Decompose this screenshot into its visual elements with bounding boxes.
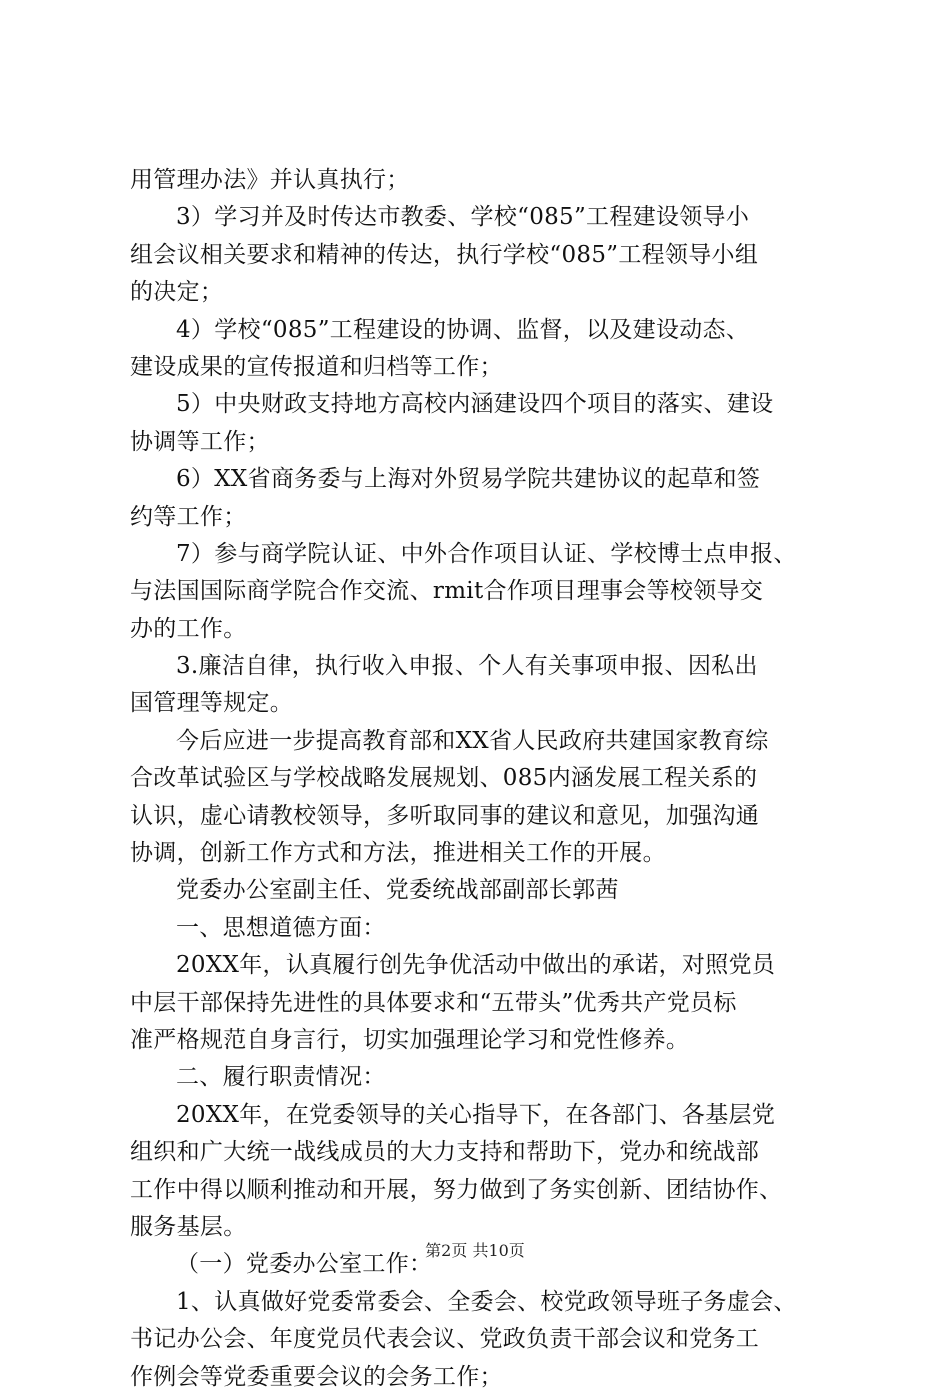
text-line: 国管理等规定。	[130, 690, 294, 717]
text-line: 组会议相关要求和精神的传达，执行学校“085”工程领导小组	[130, 241, 759, 268]
text-line: 20XX年，在党委领导的关心指导下，在各部门、各基层党	[176, 1101, 776, 1128]
text-line: 认识，虚心请教校领导，多听取同事的建议和意见，加强沟通	[130, 802, 760, 829]
text-line: 建设成果的宣传报道和归档等工作；	[130, 353, 503, 380]
text-line: 3）学习并及时传达市教委、学校“085”工程建设领导小	[176, 204, 750, 231]
text-line: 作例会等党委重要会议的会务工作；	[130, 1363, 503, 1390]
text-line: 一、思想道德方面：	[176, 914, 386, 941]
text-line: 约等工作；	[130, 503, 247, 530]
text-line: 组织和广大统一战线成员的大力支持和帮助下，党办和统战部	[130, 1139, 760, 1166]
text-line: 党委办公室副主任、党委统战部副部长郭茜	[176, 877, 619, 904]
text-line: 1、认真做好党委常委会、全委会、校党政领导班子务虚会、	[176, 1288, 797, 1315]
text-line: 今后应进一步提高教育部和XX省人民政府共建国家教育综	[176, 727, 769, 754]
text-line: 用管理办法》并认真执行；	[130, 167, 410, 193]
text-line: 协调等工作；	[130, 428, 270, 455]
text-line: （一）党委办公室工作：	[176, 1251, 433, 1278]
text-line: 5）中央财政支持地方高校内涵建设四个项目的落实、建设	[176, 391, 774, 418]
document-body	[130, 162, 830, 1396]
text-line: 准严格规范自身言行，切实加强理论学习和党性修养。	[130, 1026, 690, 1053]
text-line: 办的工作。	[130, 615, 247, 642]
text-line: 合改革试验区与学校战略发展规划、085内涵发展工程关系的	[130, 765, 758, 792]
text-line: 协调，创新工作方式和方法，推进相关工作的开展。	[130, 840, 666, 867]
text-line: 与法国国际商学院合作交流、rmit合作项目理事会等校领导交	[130, 578, 764, 605]
text-line: 工作中得以顺利推动和开展，努力做到了务实创新、团结协作、	[130, 1176, 783, 1203]
text-line: 20XX年，认真履行创先争优活动中做出的承诺，对照党员	[176, 952, 776, 979]
text-line: 服务基层。	[130, 1213, 247, 1240]
page-footer: 第2页 共10页	[425, 1241, 525, 1260]
text-line: 的决定；	[130, 279, 224, 306]
text-line: 6）XX省商务委与上海对外贸易学院共建协议的起草和签	[176, 466, 761, 493]
text-line: 中层干部保持先进性的具体要求和“五带头”优秀共产党员标	[130, 989, 737, 1016]
text-line: 4）学校“085”工程建设的协调、监督，以及建设动态、	[176, 316, 750, 343]
text-line: 书记办公会、年度党员代表会议、党政负责干部会议和党务工	[130, 1326, 760, 1353]
text-line: 3.廉洁自律，执行收入申报、个人有关事项申报、因私出	[176, 653, 758, 680]
text-line: 二、履行职责情况：	[176, 1064, 386, 1091]
text-line: 7）参与商学院认证、中外合作项目认证、学校博士点申报、	[176, 540, 797, 567]
